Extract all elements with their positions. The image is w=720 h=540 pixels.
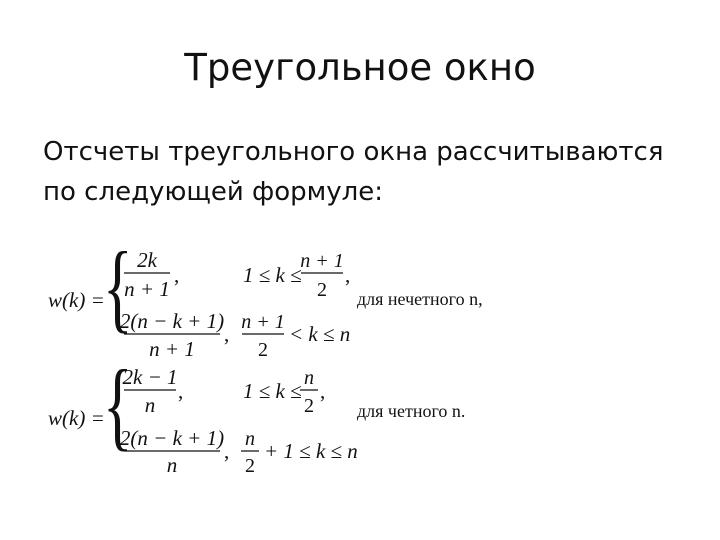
formula-odd-case2-separator: , <box>224 322 230 346</box>
formula-even-case1-condition-tail: , <box>320 379 326 403</box>
formula-odd-case2-condition-num: n + 1 <box>241 311 285 333</box>
formula-odd-case1-denominator: n + 1 <box>124 277 170 301</box>
formula-even-case1-separator: , <box>178 379 184 403</box>
formula-even-case1-numerator: 2k − 1 <box>122 365 178 389</box>
formula-odd-case1-condition-den: 2 <box>317 279 327 301</box>
formula-even-case2-denominator: n <box>166 453 178 477</box>
formula-odd-case1-condition-left: 1 ≤ k ≤ <box>243 263 302 287</box>
formula-even-case1-condition-left: 1 ≤ k ≤ <box>243 379 302 403</box>
formula-odd-case1-separator: , <box>174 263 180 287</box>
formula-even-note: для четного n. <box>357 401 466 421</box>
formula-odd-lhs: w(k) = <box>48 288 105 312</box>
formula-odd <box>48 231 483 361</box>
formula-odd-case2-denominator: n + 1 <box>149 337 195 361</box>
formula-even <box>48 349 465 477</box>
formula-odd-case2-condition-den: 2 <box>258 339 268 361</box>
formula-even-lhs: w(k) = <box>48 406 105 430</box>
formula-odd-brace: { <box>102 231 133 342</box>
formula-even-case2-condition-right: + 1 ≤ k ≤ n <box>264 439 358 463</box>
formula-odd-case1-condition-num: n + 1 <box>300 250 344 272</box>
formula-even-case2-condition-num: n <box>245 428 255 450</box>
formula-even-case2-separator: , <box>224 439 230 463</box>
formula-odd-case2-condition-right: < k ≤ n <box>289 322 351 346</box>
body-line-2: по следующей формуле: <box>43 177 383 207</box>
body-line-1: Отсчеты треугольного окна рассчитываются <box>43 137 664 167</box>
formula-odd-case2-numerator: 2(n − k + 1) <box>119 309 225 333</box>
formula-odd-note: для нечетного n, <box>357 289 483 309</box>
formula-odd-case1-numerator: 2k <box>137 248 157 272</box>
formula-even-case1-condition-den: 2 <box>304 395 314 417</box>
formula-odd-case1-condition-tail: , <box>345 263 351 287</box>
formula-even-case2-condition-den: 2 <box>245 455 255 477</box>
slide-title: Треугольное окно <box>184 46 536 89</box>
formula-even-case2-numerator: 2(n − k + 1) <box>119 426 225 450</box>
formula-even-brace: { <box>102 349 133 460</box>
formula-even-case1-condition-num: n <box>304 367 314 389</box>
formula-even-case1-denominator: n <box>144 393 156 417</box>
